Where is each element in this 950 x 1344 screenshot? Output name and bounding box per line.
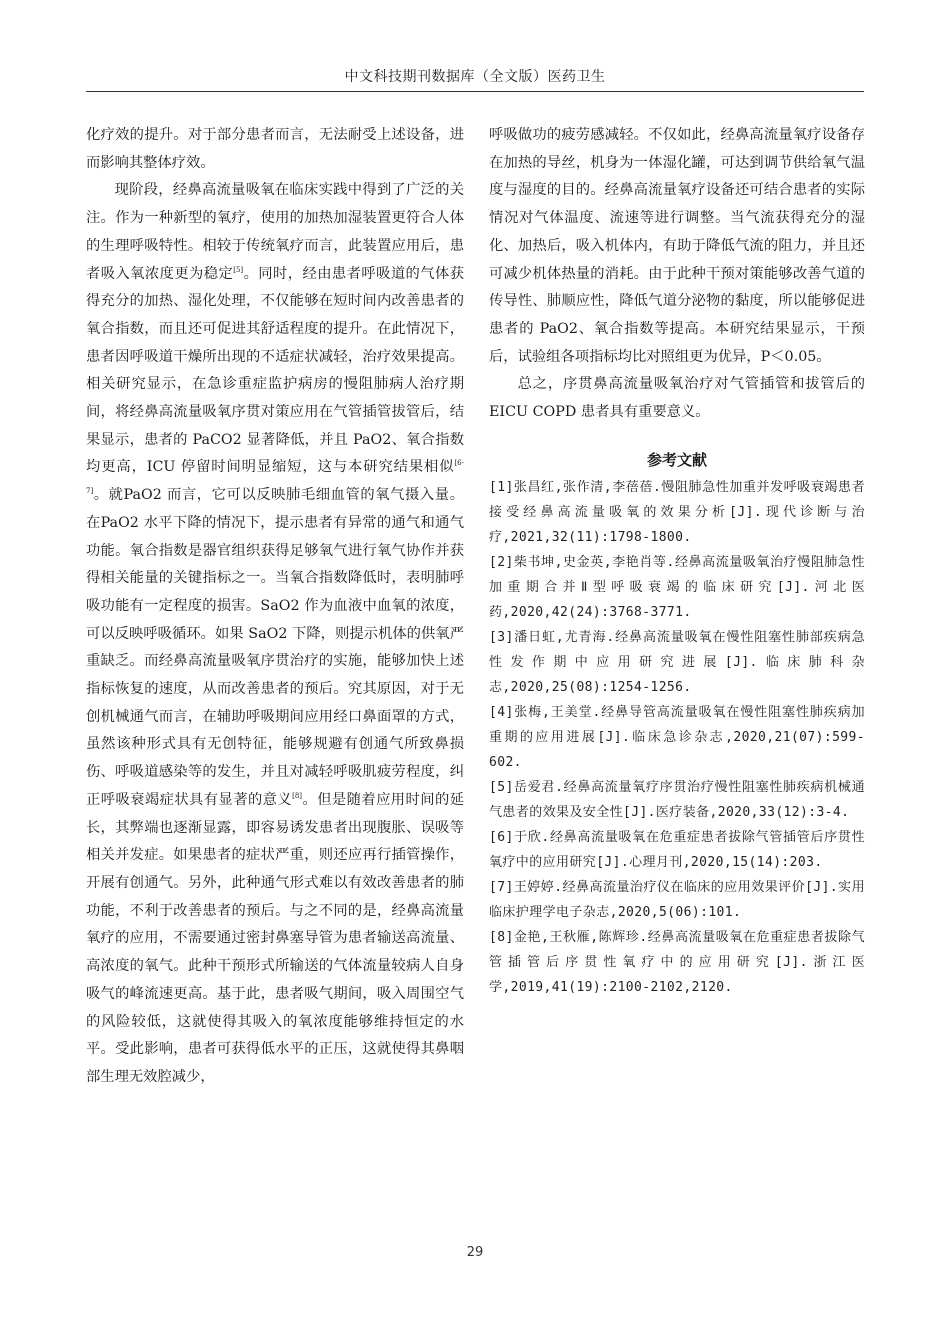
- body-paragraph: 化疗效的提升。对于部分患者而言，无法耐受上述设备，进而影响其整体疗效。: [86, 127, 464, 171]
- reference-item: [2]柴书坤,史金英,李艳肖等.经鼻高流量吸氧治疗慢阻肺急性加重期合并Ⅱ型呼吸衰竭的临床研究[J].河北医药,2020,42(24):3768-3771.: [489, 554, 865, 620]
- citation-marker: [5]: [233, 265, 244, 274]
- references-heading: 参考文献: [646, 450, 707, 469]
- body-text: 。但是随着应用时间的延长，其弊端也逐渐显露，即容易诱发患者出现腹胀、误吸等相关并发症。如果患者的症状严重，则还应再行插管操作，开展有创通气。另外，此种通气形式难以有效改善患者的肺功能，不利于改善患者的预后。与之不同的是，经鼻高流量氧疗的应用，不需要通过密封鼻塞导管为患者输送高流量、高浓度的氧气。此种干预形式所输送的气体流量较病人自身吸气的峰流速更高。基于此，患者吸气期间，吸入周围空气的风险较低，这就使得其吸入的氧浓度能够维持恒定的水平。受此影响，患者可获得低水平的正压，这就使得其鼻咽部生理无效腔减少，: [86, 791, 465, 1085]
- journal-header: 中文科技期刊数据库（全文版）医药卫生: [344, 69, 606, 85]
- citation-marker: [6-7]: [86, 459, 464, 496]
- reference-item: [7]王婷婷.经鼻高流量治疗仪在临床的应用效果评价[J].实用临床护理学电子杂志,2020,5(06):101.: [489, 879, 865, 920]
- reference-item: [4]张梅,王美堂.经鼻导管高流量吸氧在慢性阻塞性肺疾病加重期的应用进展[J].临床急诊杂志,2020,21(07):599-602.: [489, 704, 865, 770]
- citation-marker: [8]: [292, 791, 303, 800]
- header-divider: [86, 91, 864, 92]
- reference-item: [8]金艳,王秋雁,陈辉珍.经鼻高流量吸氧在危重症患者拔除气管插管后序贯性氧疗中的应用研究[J].浙江医学,2019,41(19):2100-2102,2120.: [489, 929, 865, 995]
- body-text: 。就PaO2 而言，它可以反映肺毛细血管的氧气摄入量。在PaO2 水平下降的情况下，提示患者有异常的通气和通气功能。氧合指数是器官组织获得足够氧气进行氧气协作并获得相关能量的关键指标之一。当氧合指数降低时，表明肺呼吸功能有一定程度的损害。SaO2 作为血液中血氧的浓度，可以反映呼吸循环。如果 SaO2 下降，则提示机体的供氧严重缺乏。而经鼻高流量吸氧序贯治疗的实施，能够加快上述指标恢复的速度，从而改善患者的预后。究其原因，对于无创机械通气而言，在辅助呼吸期间应用经口鼻面罩的方式，虽然该种形式具有无创特征，能够规避有创通气所致鼻损伤、呼吸道感染等的发生，并且对减轻呼吸肌疲劳程度，纠正呼吸衰竭症状具有显著的意义: [86, 487, 464, 808]
- reference-item: [6]于欣.经鼻高流量吸氧在危重症患者拔除气管插管后序贯性氧疗中的应用研究[J].心理月刊,2020,15(14):203.: [489, 829, 865, 870]
- body-paragraph: [86, 177, 464, 1091]
- reference-list: [489, 475, 865, 1000]
- reference-item: [1]张昌红,张作清,李蓓蓓.慢阻肺急性加重并发呼吸衰竭患者接受经鼻高流量吸氧的效果分析[J].现代诊断与治疗,2021,32(11):1798-1800.: [489, 479, 865, 545]
- body-text: 现阶段，经鼻高流量吸氧在临床实践中得到了广泛的关注。作为一种新型的氧疗，使用的加热加湿装置更符合人体的生理呼吸特性。相较于传统氧疗而言，此装置应用后，患者吸入氧浓度更为稳定: [86, 182, 464, 282]
- body-paragraph: 呼吸做功的疲劳感减轻。不仅如此，经鼻高流量氧疗设备存在加热的导丝，机身为一体湿化罐，可达到调节供给氧气温度与湿度的目的。经鼻高流量氧疗设备还可结合患者的实际情况对气体温度、流速等进行调整。当气流获得充分的湿化、加热后，吸入机体内，有助于降低气流的阻力，并且还可减少机体热量的消耗。由于此种干预对策能够改善气道的传导性、肺顺应性，降低气道分泌物的黏度，所以能够促进患者的 PaO2、氧合指数等提高。本研究结果显示，干预后，试验组各项指标均比对照组更为优异，P＜0.05。: [489, 127, 865, 365]
- reference-item: [5]岳爱君.经鼻高流量氧疗序贯治疗慢性阻塞性肺疾病机械通气患者的效果及安全性[J].医疗装备,2020,33(12):3-4.: [489, 779, 865, 820]
- left-column: [86, 122, 464, 1092]
- conclusion-paragraph: 总之，序贯鼻高流量吸氧治疗对气管插管和拔管后的 EICU COPD 患者具有重要意义。: [489, 376, 865, 421]
- reference-item: [3]潘日虹,尤青海.经鼻高流量吸氧在慢性阻塞性肺部疾病急性发作期中应用研究进展[J].临床肺科杂志,2020,25(08):1254-1256.: [489, 629, 865, 695]
- right-column: [489, 122, 865, 1000]
- body-text: 。同时，经由患者呼吸道的气体获得充分的加热、湿化处理，不仅能够在短时间内改善患者的氧合指数，而且还可促进其舒适程度的提升。在此情况下，患者因呼吸道干燥所出现的不适症状减轻，治疗效果提高。相关研究显示，在急诊重症监护病房的慢阻肺病人治疗期间，将经鼻高流量吸氧序贯对策应用在气管插管拔管后，结果显示，患者的 PaCO2 显著降低，并且 PaO2、氧合指数均更高，ICU 停留时间明显缩短，这与本研究结果相似: [86, 265, 465, 476]
- page-number: 29: [466, 1245, 484, 1260]
